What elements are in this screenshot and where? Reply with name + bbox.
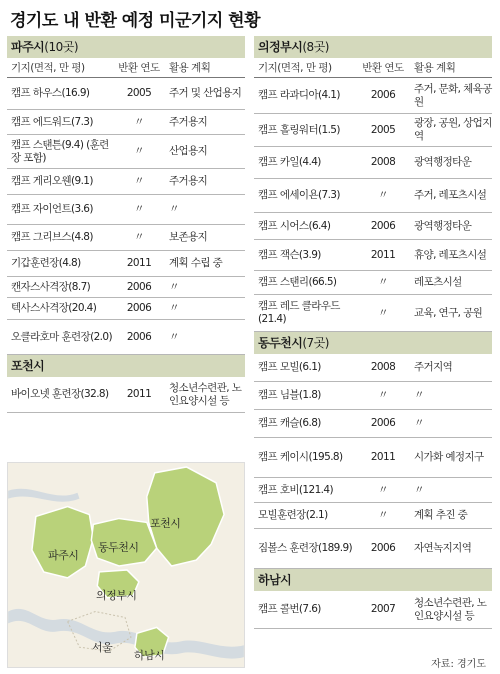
base-name: 캠프 에세이욘(7.3) (258, 189, 340, 201)
map-label-dongducheon: 동두천시 (98, 541, 139, 554)
use-plan: 광장, 공원, 상업지역 (414, 117, 492, 142)
table-row (7, 298, 245, 320)
use-plan: 〃 (169, 203, 179, 215)
section-header (254, 332, 492, 354)
source-note: 자료: 경기도 (431, 659, 486, 670)
table-row (7, 225, 245, 251)
return-year: 〃 (378, 483, 388, 496)
return-year: 〃 (378, 276, 388, 288)
use-plan: 〃 (169, 330, 179, 343)
column-header-row (254, 58, 492, 78)
use-plan: 주거 및 산업용지 (169, 87, 242, 99)
section-count: (8곳) (302, 40, 329, 54)
use-plan: 〃 (414, 389, 424, 401)
table-row (7, 377, 245, 413)
section-name: 파주시 (11, 40, 45, 54)
column-header: 반환 연도 (362, 62, 404, 74)
table-row (7, 320, 245, 355)
imjin-river (8, 489, 79, 502)
section-header (254, 36, 492, 58)
return-year: 〃 (134, 203, 144, 215)
base-name: 캠프 스탠리(66.5) (258, 276, 337, 288)
region-map (7, 462, 245, 668)
use-plan: 보존용지 (169, 231, 208, 243)
use-plan: 광역행정타운 (414, 156, 472, 168)
map-label-hanam: 하남시 (134, 649, 165, 662)
return-year: 2006 (126, 302, 152, 314)
use-plan: 〃 (414, 417, 424, 429)
table-row (254, 591, 492, 629)
use-plan: 주거용지 (169, 175, 208, 187)
return-year: 〃 (378, 509, 388, 521)
return-year: 〃 (378, 306, 388, 319)
column-header-row (7, 58, 245, 78)
section-header (7, 36, 245, 58)
use-plan: 계획 추진 중 (414, 509, 468, 521)
table-row (254, 382, 492, 410)
use-plan: 주거, 문화, 체육공원 (414, 82, 492, 108)
return-year: 2006 (370, 219, 396, 232)
table-row (254, 410, 492, 438)
base-name: 캠프 시어스(6.4) (258, 219, 331, 232)
section-header (254, 569, 492, 591)
return-year: 2006 (370, 542, 396, 554)
section-name: 의정부시 (258, 40, 303, 54)
return-year: 〃 (134, 175, 144, 187)
use-plan: 교육, 연구, 공원 (414, 306, 483, 319)
base-name: 캠프 하우스(16.9) (11, 87, 90, 99)
return-year: 〃 (134, 115, 144, 128)
return-year: 〃 (378, 389, 388, 401)
map-svg (8, 463, 244, 667)
table-row (254, 529, 492, 569)
use-plan: 〃 (414, 483, 424, 496)
base-name: 바이오넷 훈련장(32.8) (11, 388, 109, 400)
map-label-seoul: 서울 (92, 641, 113, 654)
table-row (254, 478, 492, 503)
use-plan: 〃 (169, 280, 179, 293)
return-year: 2006 (370, 89, 396, 101)
column-header: 활용 계획 (169, 62, 211, 74)
table-row (254, 114, 492, 147)
section-header (7, 355, 245, 377)
section-name: 하남시 (258, 573, 292, 587)
table-row (7, 169, 245, 195)
base-name: 캠프 잭슨(3.9) (258, 248, 321, 261)
return-year: 〃 (134, 145, 144, 157)
base-name: 캠프 자이언트(3.6) (11, 203, 93, 215)
page-title: 경기도 내 반환 예정 미군기지 현황 (10, 11, 260, 31)
column-header: 활용 계획 (414, 62, 456, 74)
map-label-pocheon: 포천시 (150, 517, 181, 530)
table-row (254, 295, 492, 332)
base-name: 캠프 님블(1.8) (258, 389, 321, 401)
left-column (7, 36, 245, 413)
use-plan: 주거용지 (169, 115, 208, 128)
table-row (7, 195, 245, 225)
use-plan: 산업용지 (169, 145, 208, 157)
base-name: 캠프 라과디아(4.1) (258, 89, 340, 101)
map-label-uijeongbu: 의정부시 (96, 589, 137, 602)
base-name: 캠프 스탠튼(9.4) (훈련장 포함) (11, 138, 109, 164)
base-name: 캠프 홀링워터(1.5) (258, 123, 340, 136)
return-year: 2006 (370, 417, 396, 429)
section-count: (7곳) (302, 336, 329, 350)
use-plan: 〃 (169, 302, 179, 314)
use-plan: 청소년수련관, 노인요양시설 등 (169, 381, 242, 407)
use-plan: 시가화 예정지구 (414, 451, 484, 463)
base-name: 텍사스사격장(20.4) (11, 302, 97, 314)
return-year: 2007 (370, 603, 396, 615)
base-name: 오클라호마 훈련장(2.0) (11, 330, 112, 343)
base-name: 캠프 그리브스(4.8) (11, 231, 93, 243)
return-year: 2011 (370, 451, 396, 463)
base-name: 캠프 레드 클라우드(21.4) (258, 300, 340, 325)
use-plan: 휴양, 레포츠시설 (414, 248, 487, 261)
return-year: 〃 (378, 189, 388, 201)
table-row (7, 78, 245, 110)
column-header: 반환 연도 (118, 62, 160, 74)
column-header: 기지(면적, 만 평) (11, 62, 85, 74)
table-row (254, 271, 492, 295)
section-name: 동두천시 (258, 336, 303, 350)
section-name: 포천시 (11, 359, 45, 373)
paju-region (32, 507, 93, 578)
return-year: 2006 (126, 280, 152, 293)
return-year: 2011 (126, 388, 152, 400)
han-river (8, 609, 244, 659)
use-plan: 자연녹지지역 (414, 542, 472, 554)
section-count: (10곳) (44, 40, 79, 54)
base-name: 캠프 캐슬(6.8) (258, 417, 321, 429)
return-year: 2008 (370, 156, 396, 168)
return-year: 2005 (370, 123, 396, 136)
return-year: 2006 (126, 330, 152, 343)
table-row (254, 78, 492, 114)
table-row (254, 240, 492, 271)
base-name: 기갑훈련장(4.8) (11, 257, 81, 269)
base-name: 캠프 카일(4.4) (258, 156, 321, 168)
base-name: 캠프 에드워드(7.3) (11, 115, 93, 128)
table-row (254, 179, 492, 213)
use-plan: 계획 수립 중 (169, 257, 223, 269)
base-name: 캔자스사격장(8.7) (11, 280, 91, 293)
return-year: 2011 (126, 257, 152, 269)
table-row (7, 277, 245, 298)
column-header: 기지(면적, 만 평) (258, 62, 332, 74)
use-plan: 청소년수련관, 노인요양시설 등 (414, 596, 487, 622)
table-row (7, 251, 245, 277)
return-year: 2011 (370, 248, 396, 261)
use-plan: 주거지역 (414, 361, 453, 373)
base-name: 짐볼스 훈련장(189.9) (258, 542, 353, 554)
return-year: 2005 (126, 87, 152, 99)
base-name: 캠프 콜번(7.6) (258, 603, 321, 615)
return-year: 〃 (134, 231, 144, 243)
map-label-paju: 파주시 (48, 549, 79, 562)
table-row (254, 503, 492, 529)
table-row (254, 438, 492, 478)
base-name: 캠프 호비(121.4) (258, 483, 333, 496)
table-row (254, 147, 492, 179)
table-row (254, 213, 492, 240)
table-row (7, 135, 245, 169)
base-name: 캠프 케이시(195.8) (258, 451, 343, 463)
right-column (254, 36, 492, 629)
base-name: 캠프 모빌(6.1) (258, 361, 321, 373)
base-name: 모빌훈련장(2.1) (258, 509, 328, 521)
base-name: 캠프 게리오웬(9.1) (11, 175, 93, 187)
use-plan: 주거, 레포츠시설 (414, 189, 487, 201)
table-row (254, 354, 492, 382)
return-year: 2008 (370, 361, 396, 373)
table-row (7, 110, 245, 135)
use-plan: 광역행정타운 (414, 219, 472, 232)
use-plan: 레포츠시설 (414, 276, 462, 288)
